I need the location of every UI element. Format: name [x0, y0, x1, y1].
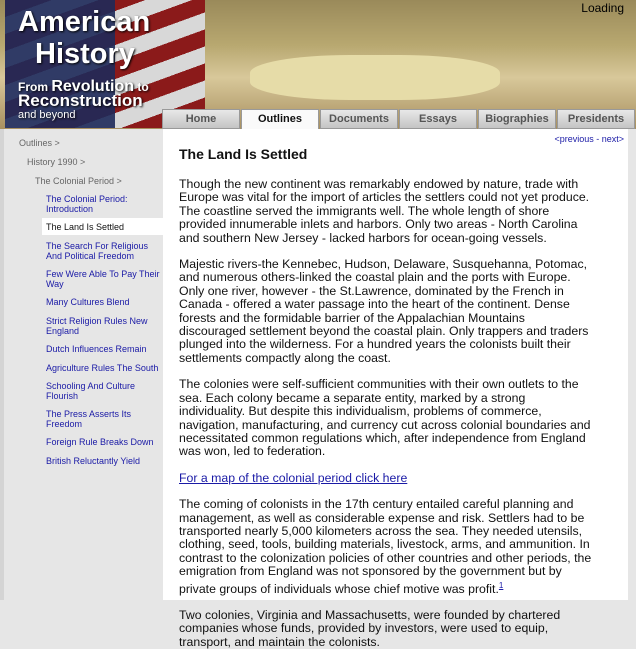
breadcrumb-outlines[interactable]: Outlines >	[19, 138, 60, 148]
logo-to: to	[137, 80, 149, 94]
pager	[554, 134, 624, 144]
paragraph: Majestic rivers-the Kennebec, Hudson, Delaware, Susquehanna, Potomac, and numerous others-linked the coastal plain and the ports with Europe. Only one river, however - the St.Lawrence, dominated by the French in Canada - offered a water passage into the heart of the continent. Dense forests and the formidable barrier of the Appalachian Mountains discouraged settlement beyond the coastal plain. Only trappers and traders plunged into the wilderness. For a hundred years the colonists built their settlements compactly along the coast.	[179, 257, 589, 365]
logo-american: American	[18, 6, 151, 38]
nav-item[interactable]: Agriculture Rules The South	[46, 363, 159, 373]
landscape-painting	[250, 55, 500, 100]
article-content	[163, 129, 628, 649]
tab-outlines[interactable]: Outlines	[241, 109, 319, 129]
sidebar	[0, 129, 163, 600]
tab-presidents[interactable]: Presidents	[557, 109, 635, 129]
nav-item[interactable]: The Search For Religious And Political Freedom	[46, 241, 149, 261]
nav-item[interactable]: The Colonial Period: Introduction	[46, 194, 128, 214]
tab-documents[interactable]: Documents	[320, 109, 398, 129]
loading-status: Loading	[581, 1, 624, 15]
page-title: The Land Is Settled	[179, 146, 308, 162]
nav-item[interactable]: Foreign Rule Breaks Down	[46, 437, 154, 447]
nav-item[interactable]: The Press Asserts Its Freedom	[46, 409, 132, 429]
paragraph: Though the new continent was remarkably endowed by nature, trade with Europe was vital for the import of articles the settlers could not yet produce. The coastline served the immigrants well. The whole length of shore provided innumerable inlets and harbors. Only two areas - North Carolina and southern New Jersey - lacked harbors for ocean-going vessels.	[179, 177, 590, 245]
paragraph-text: The coming of colonists in the 17th century entailed careful planning and management, as well as considerable expense and risk. Settlers had to be transported nearly 5,000 kilometers across the sea. They needed utensils, clothing, seed, tools, building materials, livestock, arms, and ammunition. In contrast to the colonization policies of other countries and other periods, the emigration from England was not sponsored by the government but by private groups of individuals whose chief motive was profit.	[179, 497, 592, 596]
breadcrumb-colonial-period[interactable]: The Colonial Period >	[35, 176, 122, 186]
main-tabs	[162, 109, 636, 129]
paragraph: The colonies were self-sufficient communities with their own outlets to the sea. Each colony became a separate entity, marked by a strong individuality. But despite this individualism, problems of commerce, navigation, manufacturing, and currency cut across colonial boundaries and necessitated common regulations which, after independence from England was won, led to federation.	[179, 377, 591, 459]
breadcrumb-history-1990[interactable]: History 1990 >	[27, 157, 86, 167]
tab-biographies[interactable]: Biographies	[478, 109, 556, 129]
logo-beyond: and beyond	[18, 109, 76, 121]
nav-item[interactable]: Few Were Able To Pay Their Way	[46, 269, 160, 289]
logo-history: History	[35, 38, 135, 70]
tab-home[interactable]: Home	[162, 109, 240, 129]
tab-essays[interactable]: Essays	[399, 109, 477, 129]
paragraph: Two colonies, Virginia and Massachusetts, were founded by chartered companies whose funds, provided by investors, were used to equip, transport, and maintain the colonists.	[179, 608, 561, 649]
pager-separator: -	[593, 134, 602, 144]
logo-reconstruction: Reconstruction	[18, 91, 143, 110]
nav-item[interactable]: Dutch Influences Remain	[46, 344, 147, 354]
logo-from: From	[18, 80, 48, 94]
previous-link[interactable]: <previous	[554, 134, 594, 144]
footnote-link[interactable]: 1	[498, 580, 504, 590]
nav-item-current: The Land Is Settled	[42, 218, 167, 235]
logo-revolution: Revolution	[51, 78, 135, 95]
colonial-map-link[interactable]: For a map of the colonial period click here	[179, 470, 408, 485]
next-link[interactable]: next>	[601, 134, 624, 144]
nav-item[interactable]: Many Cultures Blend	[46, 297, 130, 307]
nav-item[interactable]: Schooling And Culture Flourish	[46, 381, 136, 401]
paragraph-with-footnote	[179, 498, 594, 596]
header-banner	[0, 0, 636, 129]
nav-item[interactable]: Strict Religion Rules New England	[46, 316, 148, 336]
nav-item[interactable]: British Reluctantly Yield	[46, 456, 141, 466]
